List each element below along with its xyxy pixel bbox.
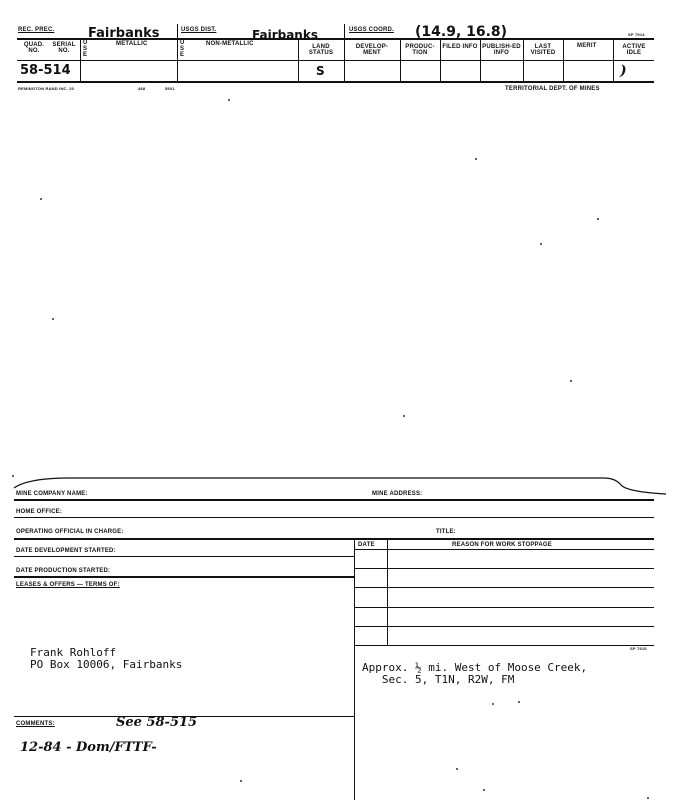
rule	[563, 38, 564, 81]
rule	[354, 626, 654, 627]
mine-company-label: MINE COMPANY NAME:	[16, 491, 88, 497]
usgs-coord-label: USGS COORD.	[349, 27, 394, 33]
last-visited-label: LAST VISITED	[530, 44, 556, 56]
leases-label: LEASES & OFFERS — TERMS OF:	[16, 582, 120, 588]
land-status-label: LAND STATUS	[308, 44, 334, 56]
rule	[613, 38, 614, 81]
operating-official-label: OPERATING OFFICIAL IN CHARGE:	[16, 529, 124, 535]
title-label: TITLE:	[436, 529, 456, 535]
reason-column-label: REASON FOR WORK STOPPAGE	[452, 542, 552, 548]
rule	[387, 538, 388, 645]
usgs-coord-value: (14.9, 16.8)	[415, 24, 508, 40]
production-label: PRODUC-TION	[405, 44, 435, 56]
rule	[14, 556, 354, 557]
use-nonmetallic-code: U S E	[180, 40, 185, 58]
form-code-mid: SP 7515	[630, 646, 647, 651]
mine-address-label: MINE ADDRESS:	[372, 491, 423, 497]
card-tab-outline	[10, 472, 670, 498]
usgs-dist-label: USGS DIST.	[181, 27, 217, 33]
rule	[80, 38, 81, 81]
rule	[14, 499, 654, 501]
rule	[17, 60, 654, 61]
rule	[354, 587, 654, 588]
rule	[354, 607, 654, 608]
quad-no-label: QUAD. NO.	[23, 42, 45, 54]
rule	[14, 538, 654, 540]
usgs-dist-value: Fairbanks	[252, 28, 318, 42]
merit-label: MERIT	[577, 43, 597, 49]
active-idle-mark: )	[620, 63, 627, 79]
development-label: DEVELOP-MENT	[355, 44, 389, 56]
serial-value: 58-514	[20, 63, 71, 78]
rule	[14, 517, 654, 518]
printer-code-1: 488	[138, 86, 146, 91]
home-office-label: HOME OFFICE:	[16, 509, 63, 515]
rule	[354, 538, 355, 800]
rec-prec-label: REC. PREC.	[18, 27, 55, 33]
dept-label: TERRITORIAL DEPT. OF MINES	[505, 86, 600, 92]
owner-address: Frank Rohloff PO Box 10006, Fairbanks	[30, 646, 183, 671]
filed-info-label: FILED INFO	[442, 44, 478, 50]
comment-line-2: 12-84 - Dom/FTTF-	[20, 740, 157, 755]
use-metallic-code: U S E	[83, 40, 88, 58]
rule	[400, 38, 401, 81]
land-status-value: S	[316, 64, 325, 78]
rule	[440, 38, 441, 81]
published-info-label: PUBLISH-ED INFO	[482, 44, 521, 56]
rule	[177, 24, 178, 81]
comments-label: COMMENTS:	[16, 721, 55, 727]
active-idle-label: ACTIVE IDLE	[622, 44, 646, 56]
dev-started-label: DATE DEVELOPMENT STARTED:	[16, 548, 116, 554]
date-column-label: DATE	[358, 542, 375, 548]
rule	[354, 568, 654, 569]
printer-code-2: 5501	[165, 86, 175, 91]
rule	[17, 81, 654, 83]
rule	[354, 645, 654, 646]
form-code-top: SP 7514	[628, 32, 645, 37]
rule	[480, 38, 481, 81]
prod-started-label: DATE PRODUCTION STARTED:	[16, 568, 111, 574]
rec-prec-value: Fairbanks	[88, 26, 160, 41]
mine-location: Approx. ½ mi. West of Moose Creek, Sec. 5, T1N, R2W, FM	[362, 661, 588, 686]
nonmetallic-label: NON-METALLIC	[206, 41, 254, 47]
rule	[14, 576, 354, 578]
printer-label: REMINGTON RAND INC. 20	[18, 86, 75, 91]
rule	[354, 549, 654, 550]
rule	[344, 24, 345, 81]
rule	[298, 38, 299, 81]
comment-see-reference: See 58-515	[116, 715, 198, 730]
serial-no-label: SERIAL NO.	[52, 42, 76, 54]
rule	[523, 38, 524, 81]
metallic-label: METALLIC	[116, 41, 148, 47]
